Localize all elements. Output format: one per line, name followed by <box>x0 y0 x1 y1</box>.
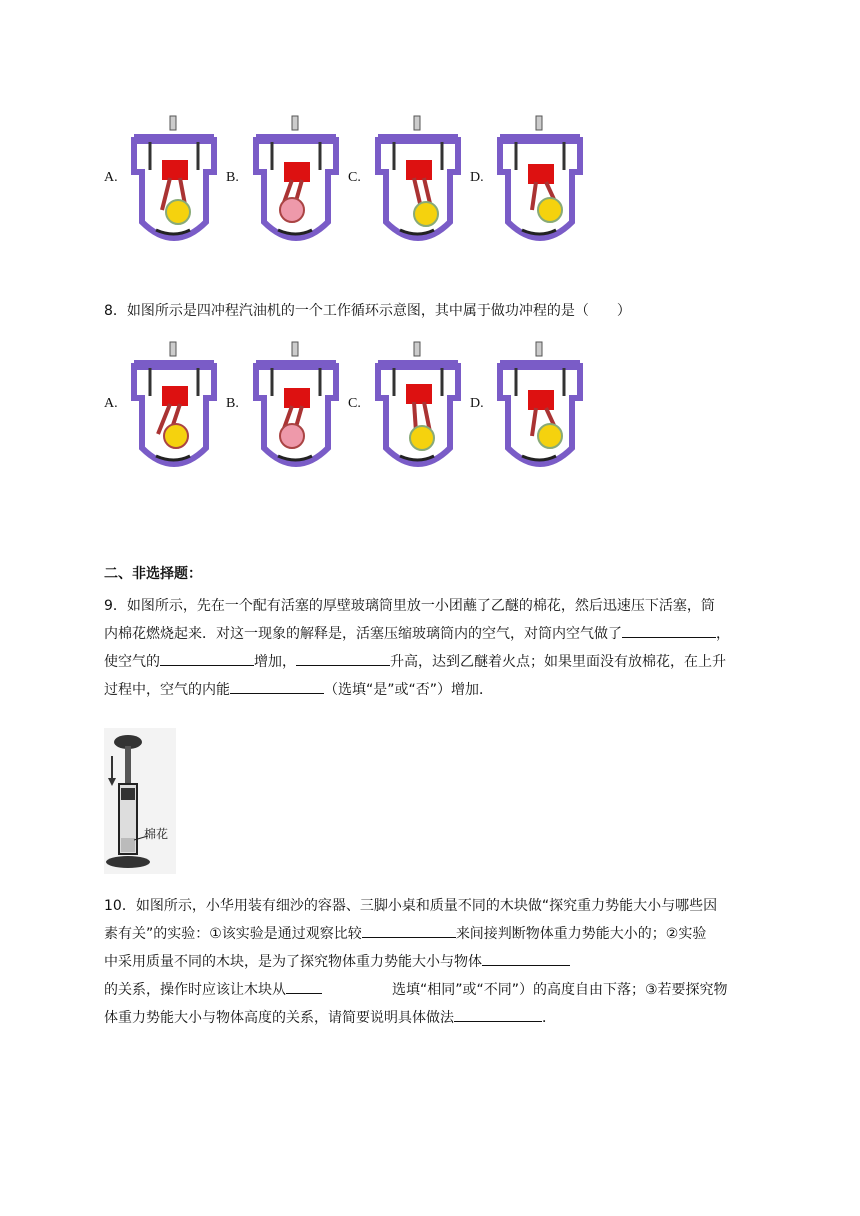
option-label: A. <box>104 170 118 185</box>
q9-line3-mid: 增加， <box>254 654 296 670</box>
engine-stroke-icon <box>248 112 344 252</box>
q9-line2 <box>104 620 764 648</box>
q8-option-d[interactable] <box>470 338 590 478</box>
answer-blank[interactable] <box>622 621 716 638</box>
engine-stroke-icon <box>126 112 222 252</box>
engine-stroke-icon <box>126 338 222 478</box>
q9-text <box>104 592 764 704</box>
answer-blank[interactable] <box>160 649 254 666</box>
option-label: D. <box>470 396 484 411</box>
option-label: C. <box>348 396 361 411</box>
q9-line2-end: ， <box>716 626 730 642</box>
q7-option-c[interactable] <box>348 112 468 252</box>
answer-blank[interactable] <box>286 977 322 994</box>
q7-option-b[interactable] <box>226 112 346 252</box>
engine-stroke-icon <box>370 338 466 478</box>
answer-blank[interactable] <box>362 921 456 938</box>
q10-line2 <box>104 920 764 948</box>
q9-line3-text: 使空气的 <box>104 654 160 670</box>
q10-line4-end: 选填“相同”或“不同”）的高度自由下落；③若要探究物 <box>392 982 728 998</box>
q10-line3-text: 中采用质量不同的木块，是为了探究物体重力势能大小与物体 <box>104 954 482 970</box>
q8-option-a[interactable] <box>104 338 224 478</box>
option-label: A. <box>104 396 118 411</box>
engine-stroke-icon <box>248 338 344 478</box>
answer-blank[interactable] <box>454 1005 542 1022</box>
q10-line5-end: ． <box>542 1010 556 1026</box>
q9-line4-end: （选填“是”或“否”）增加． <box>324 682 494 698</box>
q10-text <box>104 892 764 1032</box>
q9-line4 <box>104 676 764 704</box>
option-label: B. <box>226 396 239 411</box>
answer-blank[interactable] <box>482 949 570 966</box>
q10-line3 <box>104 948 764 976</box>
q9-line3 <box>104 648 764 676</box>
q8-option-c[interactable] <box>348 338 468 478</box>
q10-line2-end: 来间接判断物体重力势能大小的；②实验 <box>455 926 707 942</box>
syringe-figure <box>104 728 176 878</box>
engine-stroke-icon <box>492 338 588 478</box>
option-label: B. <box>226 170 239 185</box>
q10-line1: 10．如图所示，小华用装有细沙的容器、三脚小桌和质量不同的木块做“探究重力势能大小与哪些因 <box>104 898 718 914</box>
q9-line4-text: 过程中，空气的内能 <box>104 682 230 698</box>
q7-option-d[interactable] <box>470 112 590 252</box>
answer-blank[interactable] <box>230 677 324 694</box>
section-title: 二、非选择题： <box>104 566 202 582</box>
syringe-icon <box>104 728 176 874</box>
q10-line2-text: 素有关”的实验：①该实验是通过观察比较 <box>104 926 362 942</box>
q10-line4 <box>104 976 764 1004</box>
q10-line5 <box>104 1004 764 1032</box>
q7-option-a[interactable] <box>104 112 224 252</box>
q10-line5-text: 体重力势能大小与物体高度的关系，请简要说明具体做法 <box>104 1010 454 1026</box>
engine-stroke-icon <box>370 112 466 252</box>
answer-blank[interactable] <box>296 649 390 666</box>
option-label: C. <box>348 170 361 185</box>
q9-line1: 9．如图所示，先在一个配有活塞的厚壁玻璃筒里放一小团蘸了乙醚的棉花，然后迅速压下活塞，筒 <box>104 598 715 614</box>
option-label: D. <box>470 170 484 185</box>
q10-line4-text: 的关系，操作时应该让木块从 <box>104 982 286 998</box>
q8-stem: 8．如图所示是四冲程汽油机的一个工作循环示意图，其中属于做功冲程的是（ ） <box>104 303 631 319</box>
q8-option-b[interactable] <box>226 338 346 478</box>
q9-line2-text: 内棉花燃烧起来．对这一现象的解释是，活塞压缩玻璃筒内的空气，对筒内空气做了 <box>104 626 622 642</box>
q9-line3-end: 升高，达到乙醚着火点；如果里面没有放棉花，在上升 <box>390 654 726 670</box>
engine-stroke-icon <box>492 112 588 252</box>
figure-label: 棉花 <box>144 827 169 841</box>
